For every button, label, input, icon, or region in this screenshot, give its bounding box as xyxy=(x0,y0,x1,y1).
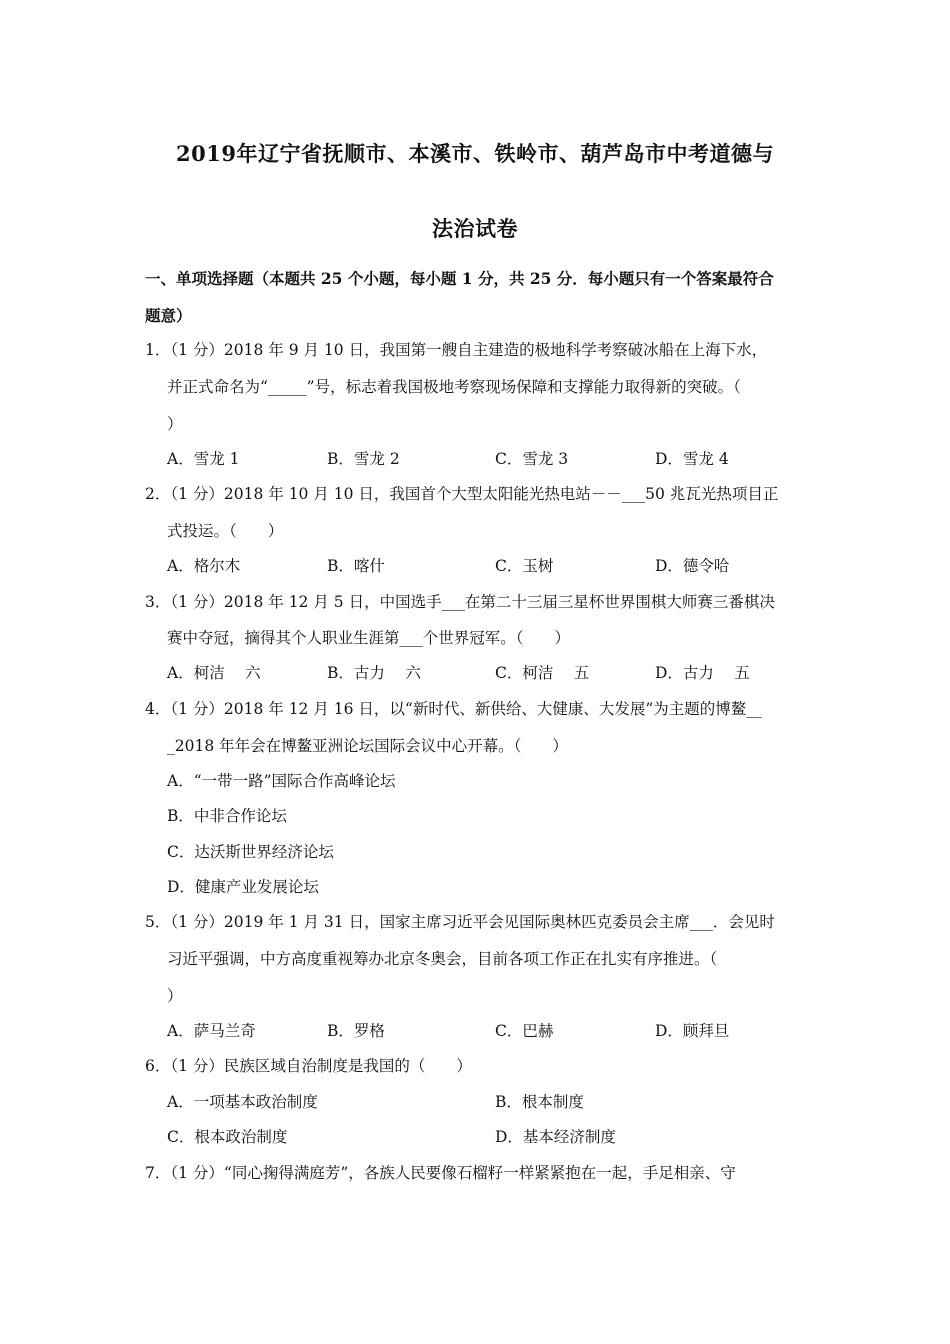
question-6-option-c: C．根本政治制度 xyxy=(167,1128,288,1146)
question-3-text: 3．（1 分）2018 年 12 月 5 日，中国选手___在第二十三届三星杯世界围棋大师赛三番棋决 xyxy=(145,593,775,611)
question-5-text-cont: 习近平强调，中方高度重视筹办北京冬奥会，目前各项工作正在扎实有序推进。（ xyxy=(167,950,718,968)
question-2-option-a: A．格尔木 xyxy=(167,557,241,575)
question-2-text: 2．（1 分）2018 年 10 月 10 日，我国首个大型太阳能光热电站－－___50 兆瓦光热项目正 xyxy=(145,485,779,503)
question-4-option-b: B．中非合作论坛 xyxy=(167,807,287,825)
question-1-text-cont: 并正式命名为“_____”号，标志着我国极地考察现场保障和支撑能力取得新的突破。（ xyxy=(167,378,741,396)
question-5-option-c: C．巴赫 xyxy=(495,1022,554,1040)
question-5-text: 5．（1 分）2019 年 1 月 31 日，国家主席习近平会见国际奥林匹克委员会主席___．会见时 xyxy=(145,913,775,931)
question-6-option-a: A．一项基本政治制度 xyxy=(167,1093,318,1111)
question-5-option-a: A．萨马兰奇 xyxy=(167,1022,256,1040)
exam-title-line1: 2019年辽宁省抚顺市、本溪市、铁岭市、葫芦岛市中考道德与 xyxy=(176,141,774,166)
question-2-option-d: D．德令哈 xyxy=(655,557,730,575)
section-heading: 一、单项选择题（本题共 25 个小题，每小题 1 分，共 25 分．每小题只有一个答案最符合 xyxy=(145,269,774,288)
question-7-text: 7．（1 分）“同心掬得满庭芳”，各族人民要像石榴籽一样紧紧抱在一起，手足相亲、守 xyxy=(145,1164,736,1182)
question-2-option-c: C．玉树 xyxy=(495,557,554,575)
question-1-option-c: C．雪龙 3 xyxy=(495,450,569,468)
question-3-option-d: D．古力 五 xyxy=(655,664,750,682)
question-1-option-a: A．雪龙 1 xyxy=(167,450,240,468)
question-6-text: 6．（1 分）民族区域自治制度是我国的（ ） xyxy=(145,1057,472,1075)
question-1-option-d: D．雪龙 4 xyxy=(655,450,729,468)
question-4-text-cont: _2018 年年会在博鳌亚洲论坛国际会议中心开幕。（ ） xyxy=(167,737,568,755)
exam-title-line2: 法治试卷 xyxy=(432,216,518,241)
question-5-option-d: D．顾拜旦 xyxy=(655,1022,730,1040)
section-heading-cont: 题意） xyxy=(145,306,192,325)
question-6-option-d: D．基本经济制度 xyxy=(495,1128,616,1146)
question-1-answer-paren: ） xyxy=(167,415,183,433)
question-5-answer-paren: ） xyxy=(167,987,183,1005)
question-5-option-b: B．罗格 xyxy=(327,1022,385,1040)
question-1-option-b: B．雪龙 2 xyxy=(327,450,400,468)
question-3-text-cont: 赛中夺冠，摘得其个人职业生涯第___个世界冠军。（ ） xyxy=(167,629,571,647)
question-2-text-cont: 式投运。（ ） xyxy=(167,522,284,540)
question-3-option-b: B．古力 六 xyxy=(327,664,421,682)
question-4-text: 4．（1 分）2018 年 12 月 16 日，以“新时代、新供给、大健康、大发展”为主题的博鳌__ xyxy=(145,700,762,718)
question-4-option-c: C．达沃斯世界经济论坛 xyxy=(167,843,334,861)
question-6-option-b: B．根本制度 xyxy=(495,1093,584,1111)
question-4-option-a: A．“一带一路”国际合作高峰论坛 xyxy=(167,772,396,790)
question-3-option-a: A．柯洁 六 xyxy=(167,664,261,682)
question-2-option-b: B．喀什 xyxy=(327,557,385,575)
question-1-text: 1．（1 分）2018 年 9 月 10 日，我国第一艘自主建造的极地科学考察破冰船在上海下水， xyxy=(145,341,768,359)
question-3-option-c: C．柯洁 五 xyxy=(495,664,590,682)
question-4-option-d: D．健康产业发展论坛 xyxy=(167,878,319,896)
